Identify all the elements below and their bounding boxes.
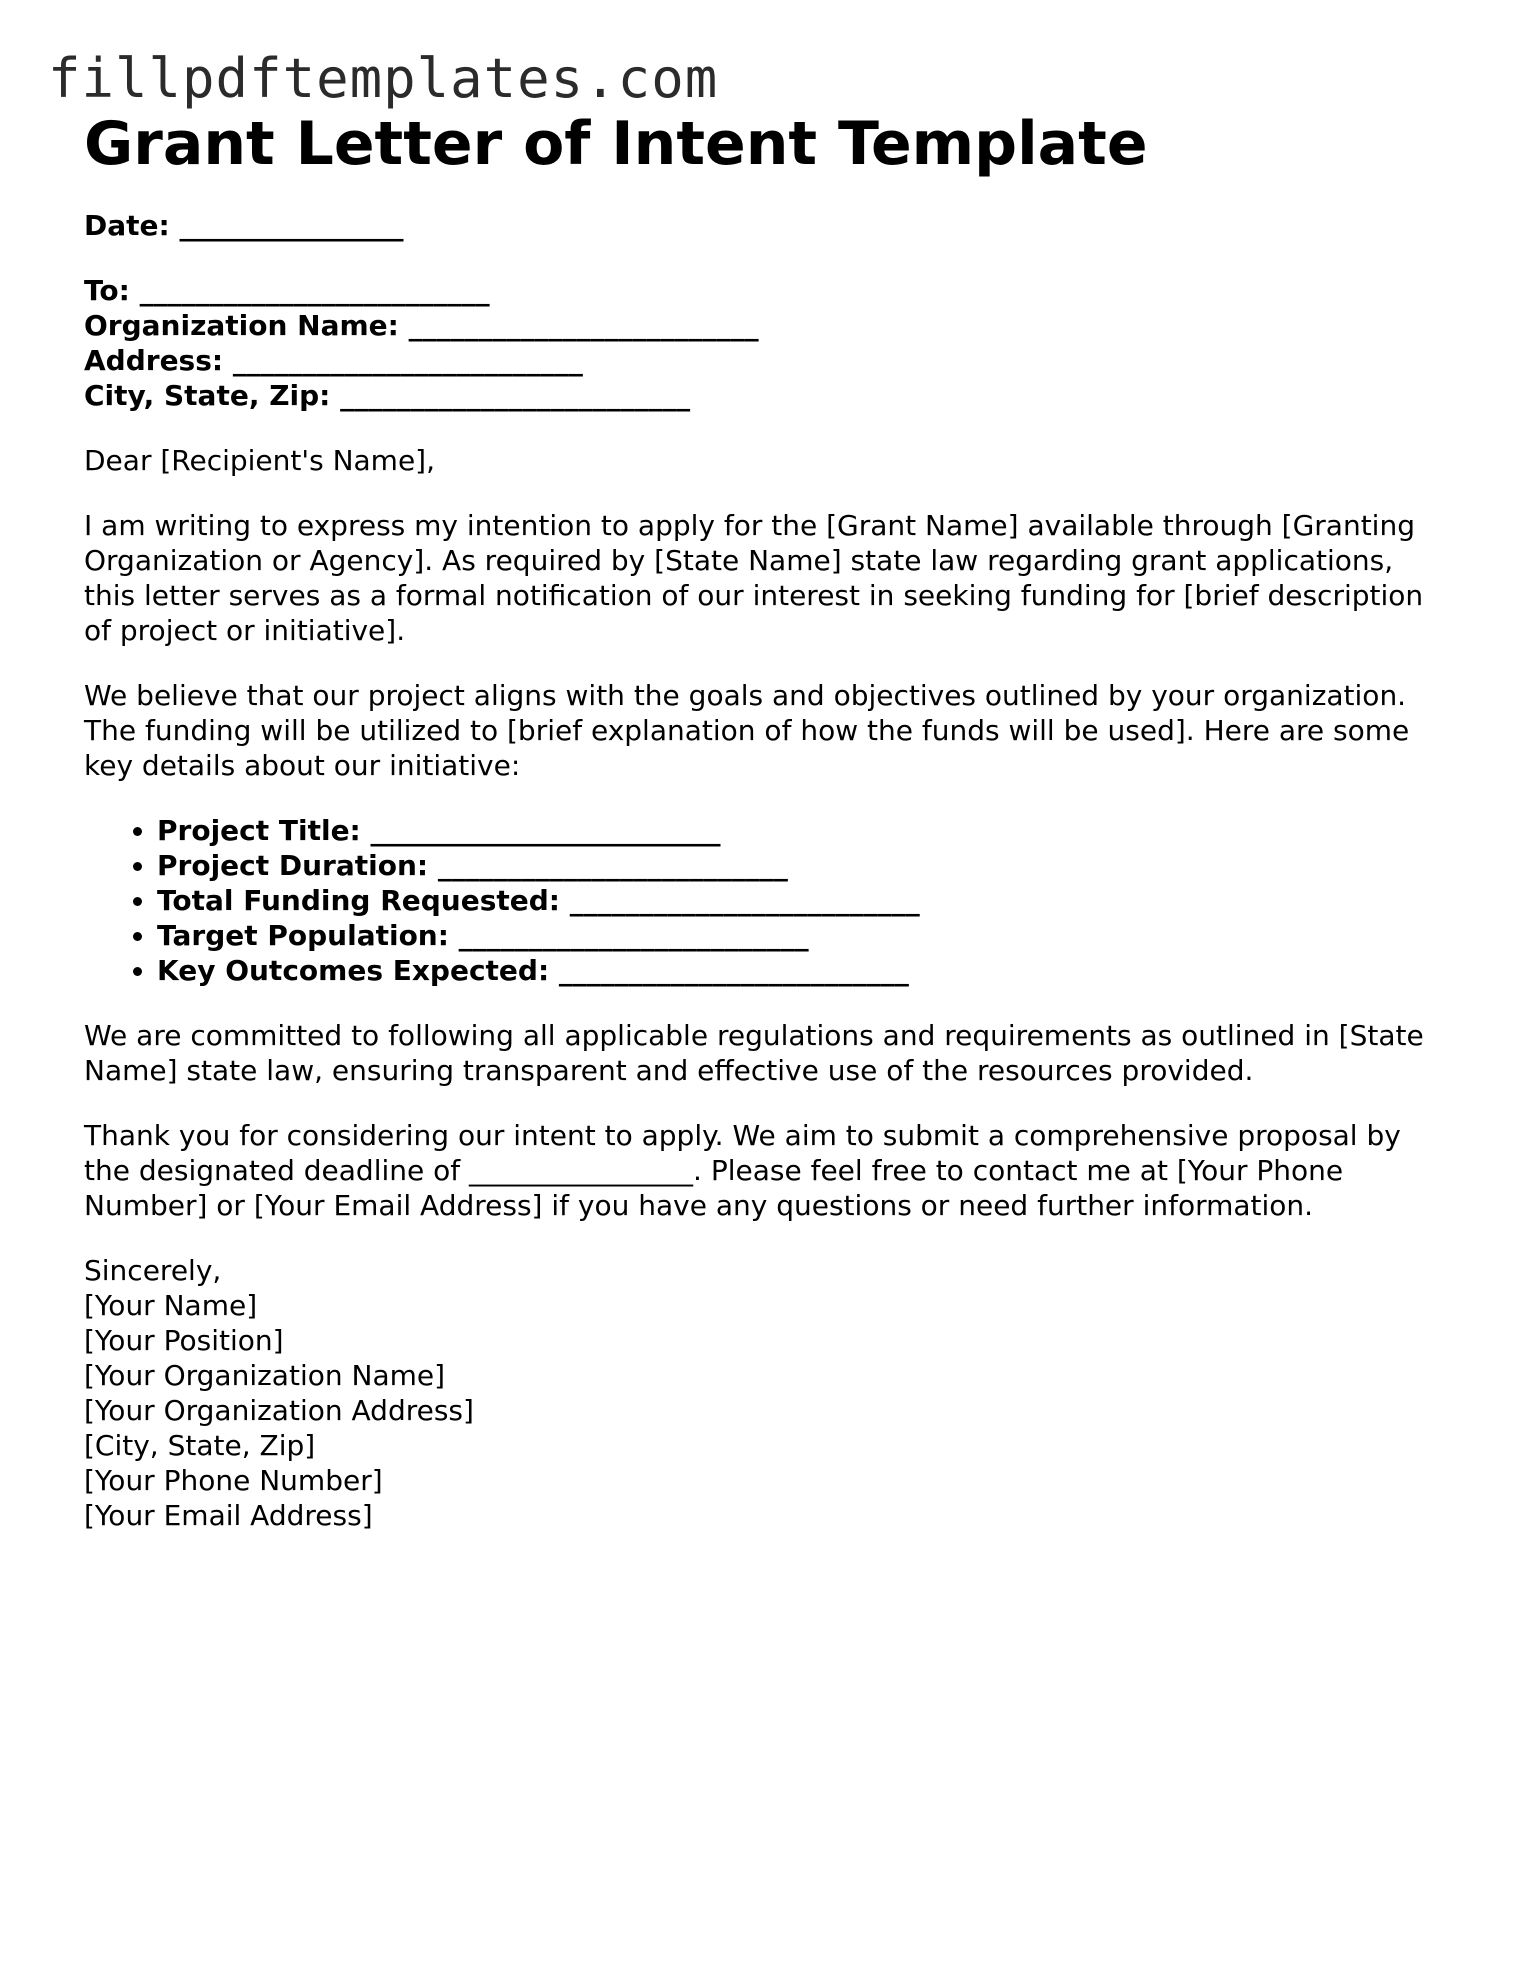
city-state-zip-field[interactable]: City, State, Zip: _________________________ bbox=[84, 379, 691, 412]
to-field[interactable]: To: _________________________ bbox=[84, 274, 490, 307]
total-funding-field[interactable]: • Total Funding Requested: _________________________ bbox=[157, 883, 1444, 918]
salutation: Dear [Recipient's Name], bbox=[84, 444, 435, 477]
sender-organization-address: [Your Organization Address] bbox=[84, 1394, 474, 1427]
project-title-field[interactable]: • Project Title: _________________________ bbox=[157, 813, 1444, 848]
sender-name: [Your Name] bbox=[84, 1289, 258, 1322]
sign-off: Sincerely, bbox=[84, 1254, 222, 1287]
closing-paragraph: Thank you for considering our intent to apply. We aim to submit a comprehensive proposal by the designated deadline of ________________. Please feel free to contact me at [Your Phone Number] or [Your Email Address] if you have any questions or need further information. bbox=[84, 1119, 1401, 1222]
sender-email: [Your Email Address] bbox=[84, 1499, 373, 1532]
address-field[interactable]: Address: _________________________ bbox=[84, 344, 583, 377]
sender-position: [Your Position] bbox=[84, 1324, 284, 1357]
sender-phone: [Your Phone Number] bbox=[84, 1464, 383, 1497]
date-block bbox=[84, 208, 1444, 243]
signature-block bbox=[84, 1253, 1444, 1533]
target-population-field[interactable]: • Target Population: _________________________ bbox=[157, 918, 1444, 953]
recipient-block bbox=[84, 273, 1444, 413]
letter-document bbox=[84, 108, 1444, 1563]
watermark-text: fillpdftemplates.com bbox=[48, 47, 719, 110]
project-duration-field[interactable]: • Project Duration: _________________________ bbox=[157, 848, 1444, 883]
page-title: Grant Letter of Intent Template bbox=[84, 109, 1148, 179]
intro-paragraph: I am writing to express my intention to apply for the [Grant Name] available through [Granting Organization or Agency]. As required by [State Name] state law regarding grant applications, this letter serves as a formal notification of our interest in seeking funding for [brief description of project or initiative]. bbox=[84, 509, 1424, 647]
sender-city-state-zip: [City, State, Zip] bbox=[84, 1429, 316, 1462]
sender-organization: [Your Organization Name] bbox=[84, 1359, 446, 1392]
alignment-paragraph: We believe that our project aligns with the goals and objectives outlined by your organization. The funding will be utilized to [brief explanation of how the funds will be used]. Here are some key details about our initiative: bbox=[84, 679, 1410, 782]
compliance-paragraph: We are committed to following all applicable regulations and requirements as outlined in [State Name] state law, ensuring transparent and effective use of the resources provided. bbox=[84, 1019, 1424, 1087]
organization-name-field[interactable]: Organization Name: _________________________ bbox=[84, 309, 759, 342]
key-outcomes-field[interactable]: • Key Outcomes Expected: _________________________ bbox=[157, 953, 1444, 988]
date-field[interactable]: Date: ________________ bbox=[84, 209, 404, 242]
project-details-list bbox=[84, 813, 1444, 988]
